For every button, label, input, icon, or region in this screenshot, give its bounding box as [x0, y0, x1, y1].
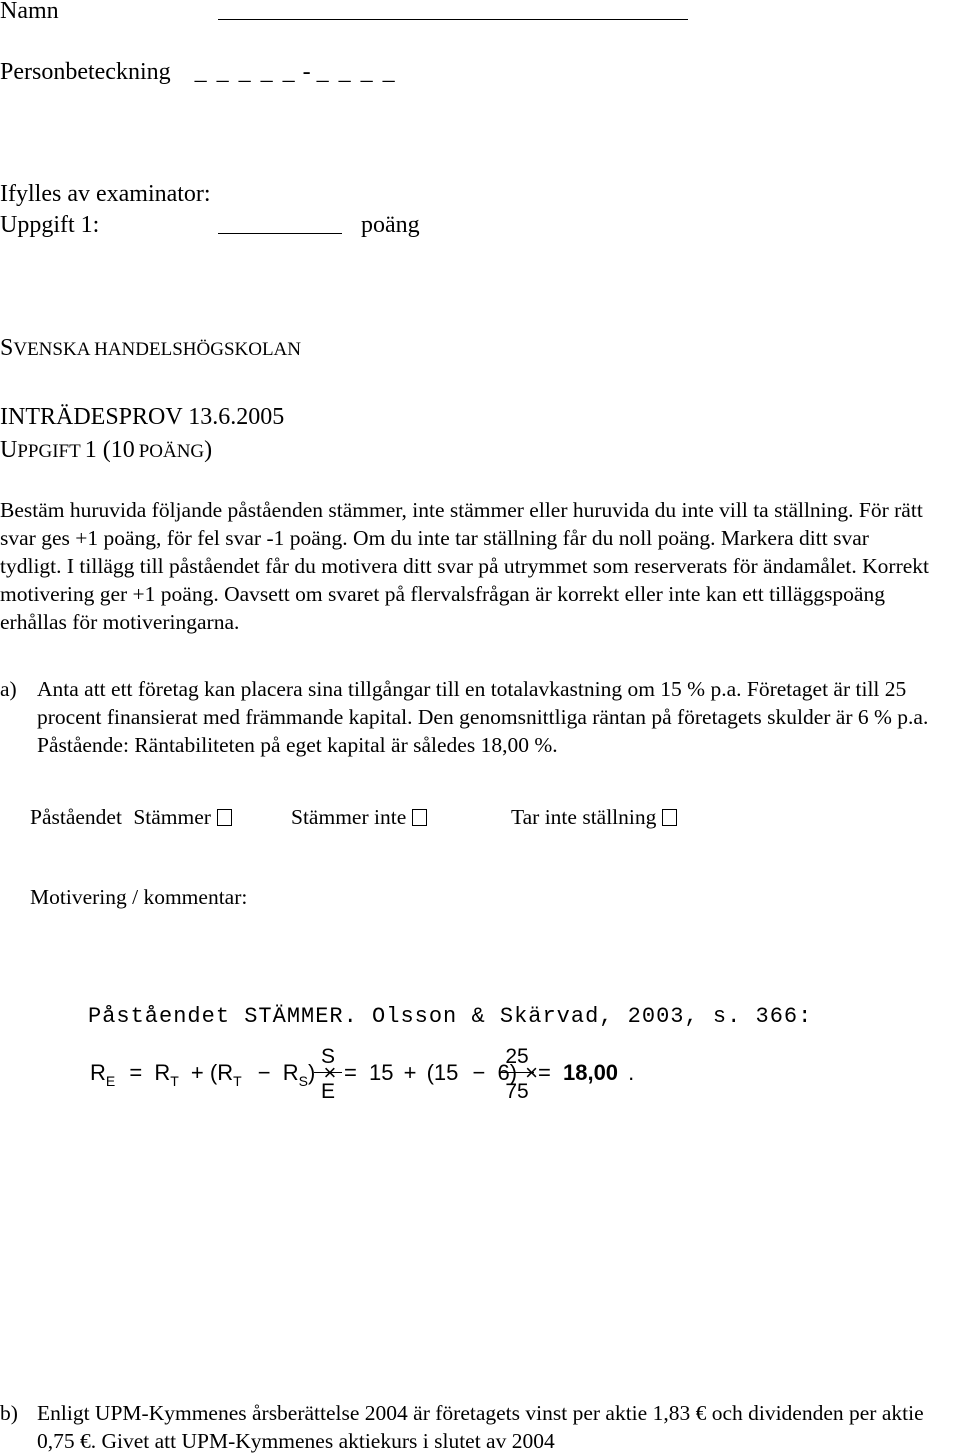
fraction-1-bar: [314, 1072, 342, 1073]
formula-middle: = 15 + (15 − 6) ×: [344, 1060, 539, 1085]
name-field-line[interactable]: [218, 19, 688, 20]
option-tar-inte-stallning: Tar inte ställning: [511, 803, 677, 831]
motivation-answer: Påståendet STÄMMER. Olsson & Skärvad, 2003, s. 366:: [88, 1004, 813, 1029]
personal-id-blanks-a[interactable]: _ _ _ _ _: [194, 59, 297, 85]
fraction-2-denominator: 75: [505, 1080, 529, 1103]
formula-result: = 18,00 .: [538, 1060, 635, 1085]
fraction-1-numerator: S: [320, 1045, 335, 1068]
points-unit-label: poäng: [361, 212, 420, 238]
motivation-label: Motivering / kommentar:: [30, 885, 248, 909]
question-b-text: Enligt UPM-Kymmenes årsberättelse 2004 är företagets vinst per aktie 1,83 € och dividenden per aktie 0,75 €. Givet att UPM-Kymmenes aktiekurs i slutet av 2004: [37, 1401, 924, 1453]
personal-id-blanks-b[interactable]: _ _ _ _: [316, 59, 397, 85]
personal-id-text: Personbeteckning: [0, 59, 171, 85]
fraction-2-bar: [500, 1072, 534, 1073]
formula-left: $R_E = R_T + (R_T - R_S)$ ×: [90, 1060, 337, 1089]
option-stammer-inte: Stämmer inte: [291, 803, 427, 831]
option-stammer-inte-checkbox[interactable]: [412, 809, 427, 826]
task-points-label: Uppgift 1:: [0, 212, 100, 238]
question-b-label: b): [0, 1401, 18, 1425]
task-points-field-line[interactable]: [218, 233, 342, 234]
fraction-1-denominator: E: [320, 1080, 335, 1103]
question-a-label: a): [0, 677, 17, 701]
fraction-2-numerator: 25: [505, 1045, 529, 1068]
answer-prefix: Påståendet: [30, 805, 122, 829]
personal-id-dash: -: [302, 59, 311, 85]
examiner-label: Ifylles av examinator:: [0, 181, 211, 207]
personal-id-label: [0, 58, 397, 86]
school-name: SVENSKA HANDELSHÖGSKOLAN: [0, 335, 302, 361]
instructions-paragraph: Bestäm huruvida följande påståenden stämmer, inte stämmer eller huruvida du inte vill ta ställning. För rätt svar ges +1 poäng, för fel svar -1 poäng. Om du inte tar ställning får du noll poäng. Markera ditt svar tydligt. I tillägg till påståendet får du motivera ditt svar på utrymmet som reserverats för ändamålet. Korrekt motivering ger +1 poäng. Oavsett om svaret på flervalsfrågan är korrekt eller inte kan ett tilläggspoäng erhållas för motiveringarna.: [0, 498, 929, 634]
option-tar-inte-stallning-checkbox[interactable]: [662, 809, 677, 826]
task-heading: UPPGIFT 1 (10 POÄNG): [0, 437, 213, 463]
exam-title: INTRÄDESPROV 13.6.2005: [0, 404, 285, 430]
answer-row: [30, 803, 232, 831]
name-label: Namn: [0, 0, 59, 24]
option-stammer-label: Stämmer: [133, 805, 211, 829]
option-stammer-checkbox[interactable]: [217, 809, 232, 826]
question-a-text: Anta att ett företag kan placera sina tillgångar till en totalavkastning om 15 % p.a. Företaget är till 25 procent finansierat med främmande kapital. Den genomsnittliga räntan på företagets skulder är 6 % p.a. Påstående: Räntabiliteten på eget kapital är således 18,00 %.: [37, 677, 929, 757]
